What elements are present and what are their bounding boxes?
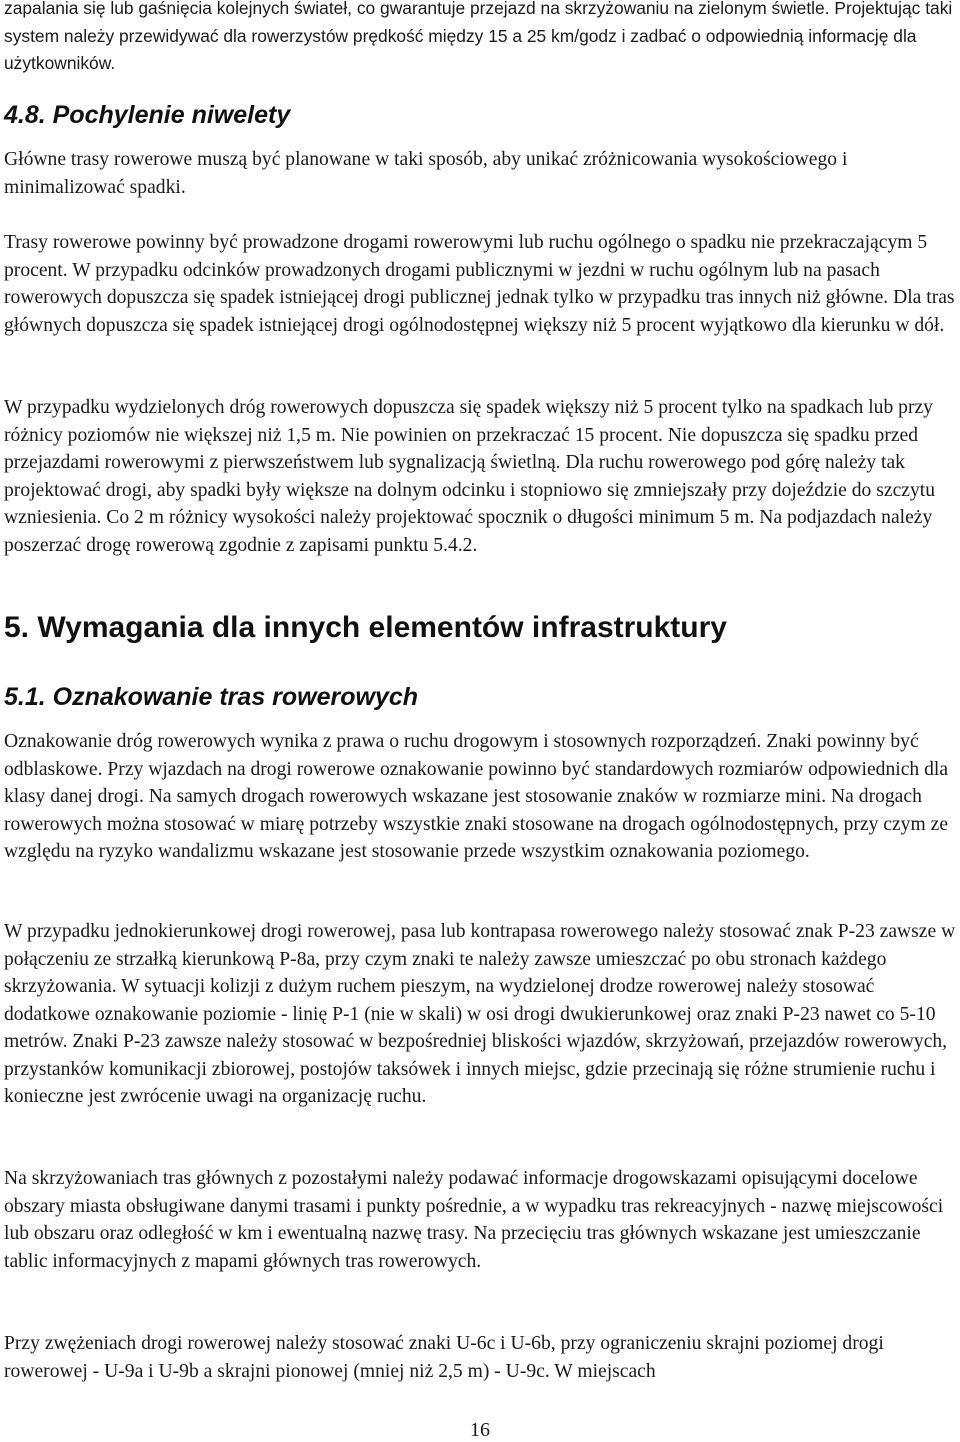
continuation-paragraph: zapalania się lub gaśnięcia kolejnych świateł, co gwarantuje przejazd na skrzyżowaniu na zielonym świetle. Projektując taki system należy przewidywać dla rowerzystów prędkość między 15 a 25 km/godz i zadbać o odpowiednią informację dla użytkowników. [4, 0, 953, 73]
section-5-1-paragraph-3: Na skrzyżowaniach tras głównych z pozostałymi należy podawać informacje drogowskazami opisującymi docelowe obszary miasta obsługiwane danymi trasami i punkty pośrednie, a w wypadku tras rekreacyjnych - nazwę miejscowości lub obszaru oraz odległość w km i ewentualną nazwę trasy. Na przecięciu tras głównych wskazane jest umieszczanie tablic informacyjnych z mapami głównych tras rowerowych. [4, 1168, 944, 1272]
section-4-8-paragraph-1: Główne trasy rowerowe muszą być planowane w taki sposób, aby unikać zróżnicowania wysokościowego i minimalizować spadki. [4, 149, 848, 198]
continuation-block [4, 0, 956, 78]
chapter-5-heading: 5. Wymagania dla innych elementów infrastruktury [4, 611, 727, 644]
section-4-8-paragraph-3: W przypadku wydzielonych dróg rowerowych dopuszcza się spadek większy niż 5 procent tylko na spadkach lub przy różnicy poziomów nie większej niż 1,5 m. Nie powinien on przekraczać 15 procent. Nie dopuszcza się spadku przed przejazdami rowerowymi z pierwszeństwem lub sygnalizacją świetlną. Dla ruchu rowerowego pod górę należy tak projektować drogi, aby spadki były większe na dolnym odcinku i stopniowo się zmniejszały przy dojeździe do szczytu wzniesienia. Co 2 m różnicy wysokości należy projektować spocznik o długości minimum 5 m. Na podjazdach należy poszerzać drogę rowerową zgodnie z zapisami punktu 5.4.2. [4, 397, 936, 556]
section-5-1-paragraph-1: Oznakowanie dróg rowerowych wynika z prawa o ruchu drogowym i stosownych rozporządzeń. Znaki powinny być odblaskowe. Przy wjazdach na drogi rowerowe oznakowanie powinno być standardowych rozmiarów odpowiednich dla klasy danej drogi. Na samych drogach rowerowych wskazane jest stosowanie znaków w rozmiarze mini. Na drogach rowerowych można stosować w miarę potrzeby wszystkie znaki stosowane na drogach ogólnodostępnych, przy czym ze względu na ryzyko wandalizmu wskazane jest stosowanie przede wszystkim oznakowania poziomego. [4, 731, 949, 862]
section-5-1-paragraph-4: Przy zwężeniach drogi rowerowej należy stosować znaki U-6c i U-6b, przy ograniczeniu skrajni poziomej drogi rowerowej - U-9a i U-9b a skrajni pionowej (mniej niż 2,5 m) - U-9c. W miejscach [4, 1333, 884, 1382]
section-5-1-paragraph-2: W przypadku jednokierunkowej drogi rowerowej, pasa lub kontrapasa rowerowego należy stosować znak P-23 zawsze w połączeniu ze strzałką kierunkową P-8a, przy czym znaki te należy zawsze umieszczać po obu stronach każdego skrzyżowania. W sytuacji kolizji z dużym ruchem pieszym, na wydzielonej drodze rowerowej należy stosować dodatkowe oznakowanie poziomie - linię P-1 (nie w skali) w osi drogi dwukierunkowej oraz znaki P-23 nawet co 5-10 metrów. Znaki P-23 zawsze należy stosować w bezpośredniej bliskości wjazdów, skrzyżowań, przejazdów rowerowych, przystanków komunikacji zbiorowej, postojów taksówek i innych miejsc, gdzie przecinają się różne strumienie ruchu i konieczne jest zwrócenie uwagi na organizację ruchu. [4, 921, 956, 1107]
section-4-8-heading: 4.8. Pochylenie niwelety [4, 101, 291, 129]
page-number: 16 [470, 1419, 490, 1441]
section-5-1-heading: 5.1. Oznakowanie tras rowerowych [4, 683, 419, 711]
section-4-8-paragraph-2: Trasy rowerowe powinny być prowadzone drogami rowerowymi lub ruchu ogólnego o spadku nie przekraczającym 5 procent. W przypadku odcinków prowadzonych drogami publicznymi w jezdni w ruchu ogólnym lub na pasach rowerowych dopuszcza się spadek istniejącej drogi publicznej jednak tylko w przypadku tras innych niż główne. Dla tras głównych dopuszcza się spadek istniejącej drogi ogólnodostępnej większy niż 5 procent wyjątkowo dla kierunku w dół. [4, 232, 955, 336]
